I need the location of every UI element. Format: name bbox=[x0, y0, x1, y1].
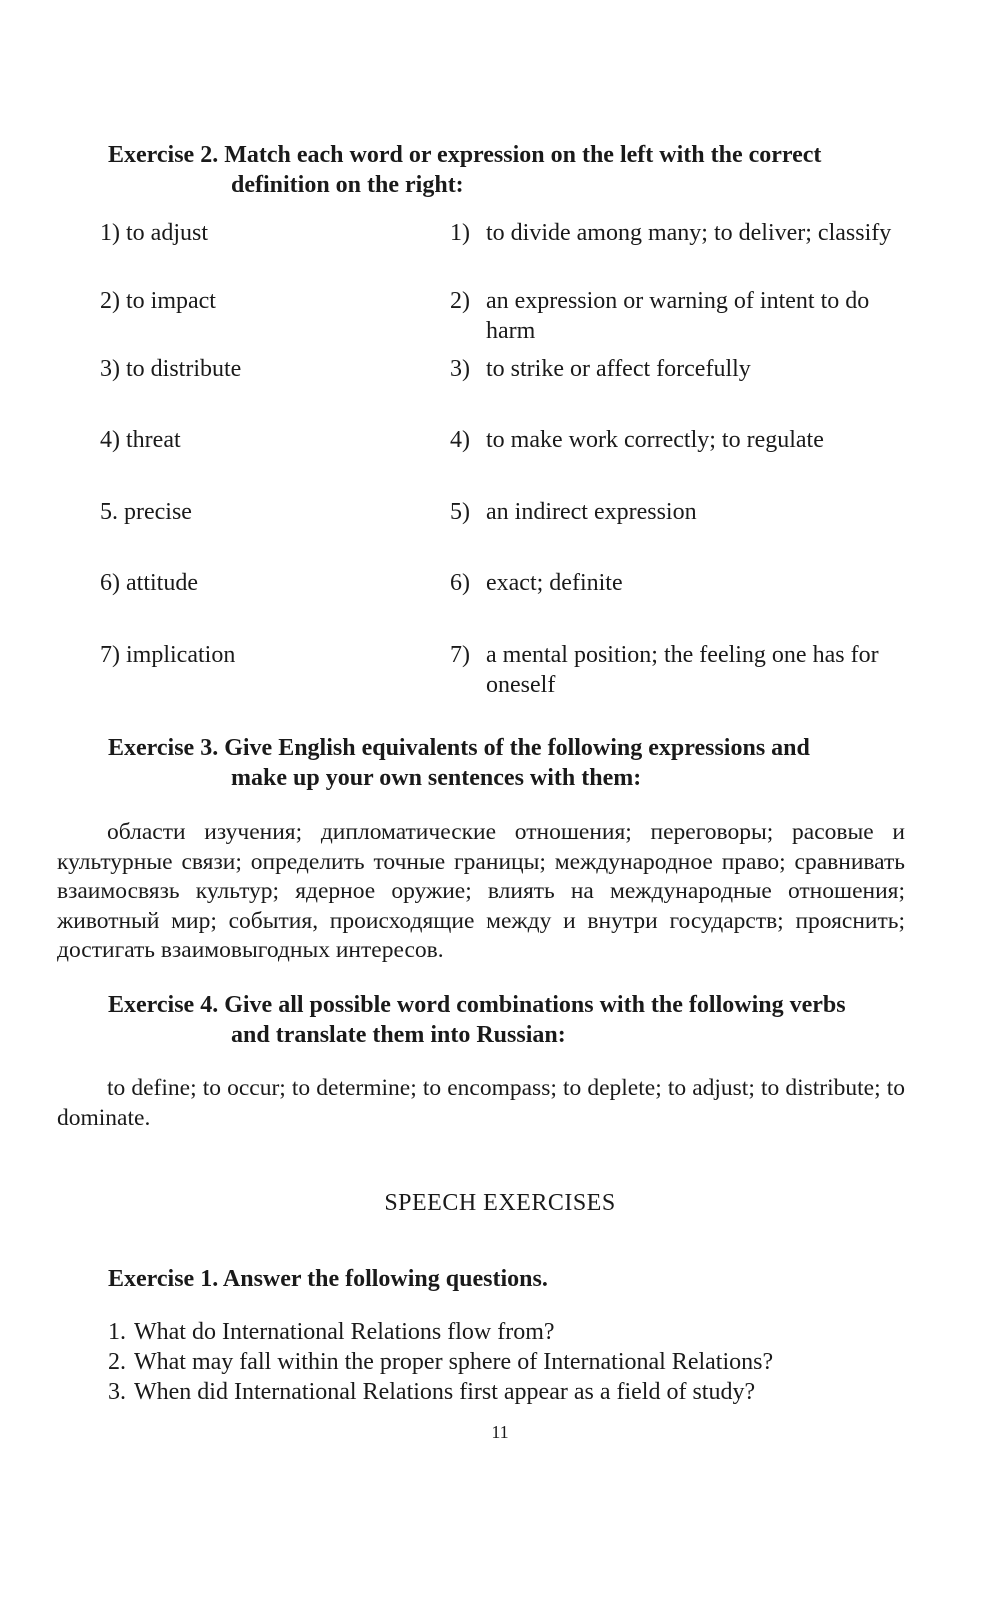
right-number: 6) bbox=[450, 570, 470, 596]
right-text: an indirect expression bbox=[486, 499, 697, 525]
matching-right-definition bbox=[450, 425, 910, 455]
right-text: to divide among many; to deliver; classify bbox=[486, 220, 892, 246]
exercise-2-instruction-line1: Match each word or expression on the left with the correct bbox=[224, 142, 822, 168]
exercise-3-heading bbox=[108, 733, 908, 793]
matching-left-term bbox=[100, 286, 400, 316]
speech-exercise-1-heading bbox=[108, 1264, 908, 1294]
exercise-2-heading bbox=[108, 140, 908, 200]
exercise-3-text: области изучения; дипломатические отношения; переговоры; расовые и культурные связи; определить точные границы; международное право; сравнивать взаимосвязь культур; ядерное оружие; влиять на международные отношения; животный мир; события, происходящие между и внутри государств; прояснить; достигать взаимовыгодных интересов. bbox=[57, 819, 905, 963]
list-item bbox=[108, 1377, 908, 1407]
question-number: 3. bbox=[108, 1379, 126, 1405]
question-number: 1. bbox=[108, 1319, 126, 1345]
left-number: 2) bbox=[100, 288, 120, 314]
left-number: 5. bbox=[100, 499, 118, 525]
exercise-4-instruction-line2: and translate them into Russian: bbox=[231, 1022, 566, 1048]
left-text: to impact bbox=[126, 288, 216, 314]
question-text: What may fall within the proper sphere of International Relations? bbox=[134, 1349, 774, 1375]
matching-right-definition bbox=[450, 286, 910, 346]
matching-right-definition bbox=[450, 354, 910, 384]
right-number: 2) bbox=[450, 288, 470, 314]
left-text: to adjust bbox=[126, 220, 208, 246]
question-number: 2. bbox=[108, 1349, 126, 1375]
right-text: to make work correctly; to regulate bbox=[486, 427, 824, 453]
right-text: a mental position; the feeling one has for oneself bbox=[486, 642, 879, 698]
left-text: threat bbox=[126, 427, 181, 453]
right-text: exact; definite bbox=[486, 570, 623, 596]
matching-right-definition bbox=[450, 568, 910, 598]
exercise-3-instruction-line1: Give English equivalents of the following expressions and bbox=[224, 735, 810, 761]
matching-right-definition bbox=[450, 640, 910, 700]
list-item bbox=[108, 1347, 908, 1377]
matching-left-term bbox=[100, 425, 400, 455]
left-number: 6) bbox=[100, 570, 120, 596]
right-number: 7) bbox=[450, 642, 470, 668]
exercise-4-text: to define; to occur; to determine; to encompass; to deplete; to adjust; to distribute; to dominate. bbox=[57, 1075, 905, 1131]
left-number: 3) bbox=[100, 356, 120, 382]
list-item bbox=[108, 1317, 908, 1347]
exercise-3-label: Exercise 3. bbox=[108, 735, 219, 761]
exercise-4-instruction-line1: Give all possible word combinations with the following verbs bbox=[224, 992, 846, 1018]
right-number: 5) bbox=[450, 499, 470, 525]
left-number: 1) bbox=[100, 220, 120, 246]
section-title: SPEECH EXERCISES bbox=[384, 1190, 616, 1216]
speech-exercise-1-instruction: Answer the following questions. bbox=[222, 1266, 548, 1292]
exercise-4-label: Exercise 4. bbox=[108, 992, 219, 1018]
exercise-3-instruction-line2: make up your own sentences with them: bbox=[231, 765, 642, 791]
matching-left-term bbox=[100, 497, 400, 527]
left-text: precise bbox=[124, 499, 192, 525]
question-text: When did International Relations first appear as a field of study? bbox=[134, 1379, 756, 1405]
matching-right-definition bbox=[450, 497, 910, 527]
left-text: implication bbox=[126, 642, 236, 668]
right-number: 1) bbox=[450, 220, 470, 246]
question-list bbox=[108, 1317, 908, 1407]
left-number: 7) bbox=[100, 642, 120, 668]
exercise-2-instruction-line2: definition on the right: bbox=[231, 172, 464, 198]
exercise-2-label: Exercise 2. bbox=[108, 142, 219, 168]
right-number: 4) bbox=[450, 427, 470, 453]
matching-left-term bbox=[100, 568, 400, 598]
page-number: 11 bbox=[491, 1422, 509, 1442]
matching-left-term bbox=[100, 218, 400, 248]
matching-left-term bbox=[100, 354, 400, 384]
question-text: What do International Relations flow from? bbox=[134, 1319, 555, 1345]
right-number: 3) bbox=[450, 356, 470, 382]
matching-left-term bbox=[100, 640, 400, 670]
left-text: to distribute bbox=[126, 356, 242, 382]
right-text: to strike or affect forcefully bbox=[486, 356, 751, 382]
exercise-4-heading bbox=[108, 990, 908, 1050]
speech-exercise-1-label: Exercise 1. bbox=[108, 1266, 219, 1292]
right-text: an expression or warning of intent to do harm bbox=[486, 288, 870, 344]
matching-right-definition bbox=[450, 218, 910, 248]
left-text: attitude bbox=[126, 570, 198, 596]
left-number: 4) bbox=[100, 427, 120, 453]
